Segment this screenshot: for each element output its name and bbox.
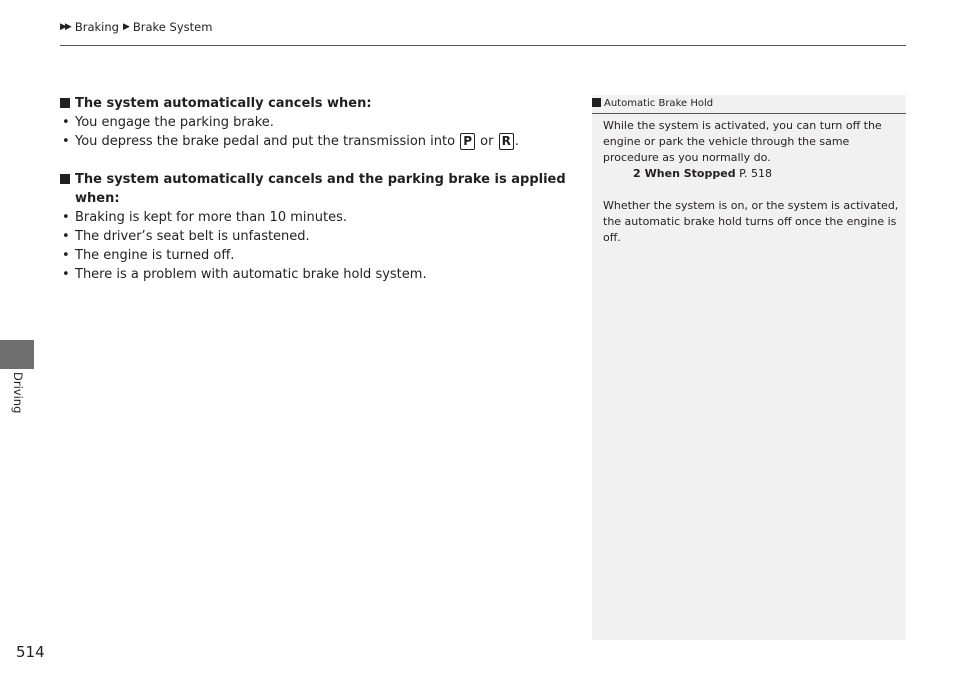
list-item: • There is a problem with automatic brake hold system. (60, 265, 585, 284)
reference-title: When Stopped (644, 167, 736, 180)
bullet-list (60, 208, 585, 284)
note-paragraph: While the system is activated, you can turn off the engine or park the vehicle through the same procedure as you normally do. (603, 119, 882, 164)
header-divider (60, 45, 906, 46)
list-item-text: . (514, 134, 519, 149)
note-body (603, 118, 899, 246)
section-heading (60, 170, 585, 208)
cross-reference-link[interactable] (603, 166, 899, 182)
reference-arrow-icon: 2 (633, 167, 641, 180)
list-item-text: You engage the parking brake. (75, 115, 274, 130)
square-bullet-icon (60, 174, 70, 184)
main-content (60, 94, 585, 284)
list-item: • Braking is kept for more than 10 minutes. (60, 208, 585, 227)
note-paragraph: Whether the system is on, or the system is activated, the automatic brake hold turns off once the engine is off. (603, 199, 899, 244)
key-p-icon: P (460, 133, 475, 150)
breadcrumb-item-brake-system[interactable]: Brake System (132, 20, 213, 34)
heading-text: The system automatically cancels when: (75, 96, 372, 111)
section-label: Driving (11, 372, 25, 414)
breadcrumb-item-braking[interactable]: Braking (74, 20, 119, 34)
breadcrumb (60, 20, 212, 34)
breadcrumb-arrow-icon: ▶ (122, 22, 128, 32)
list-item (60, 132, 585, 151)
key-r-icon: R (499, 133, 514, 150)
note-marker-icon (592, 98, 601, 107)
note-header (592, 97, 906, 114)
list-item: • The driver’s seat belt is unfastened. (60, 227, 585, 246)
square-bullet-icon (60, 98, 70, 108)
section-heading (60, 94, 585, 113)
list-item-text: or (480, 134, 494, 149)
bullet-list (60, 113, 585, 151)
breadcrumb-arrow-icon: ▶▶ (60, 22, 70, 32)
reference-page: P. 518 (739, 167, 772, 180)
page-number: 514 (16, 643, 45, 661)
list-item (60, 113, 585, 132)
heading-text: The system automatically cancels and the parking brake is applied when: (75, 172, 566, 206)
list-item: • The engine is turned off. (60, 246, 585, 265)
list-item-text: You depress the brake pedal and put the transmission into (75, 134, 456, 149)
section-tab (0, 340, 34, 369)
note-title: Automatic Brake Hold (604, 98, 714, 109)
side-note (592, 95, 906, 640)
